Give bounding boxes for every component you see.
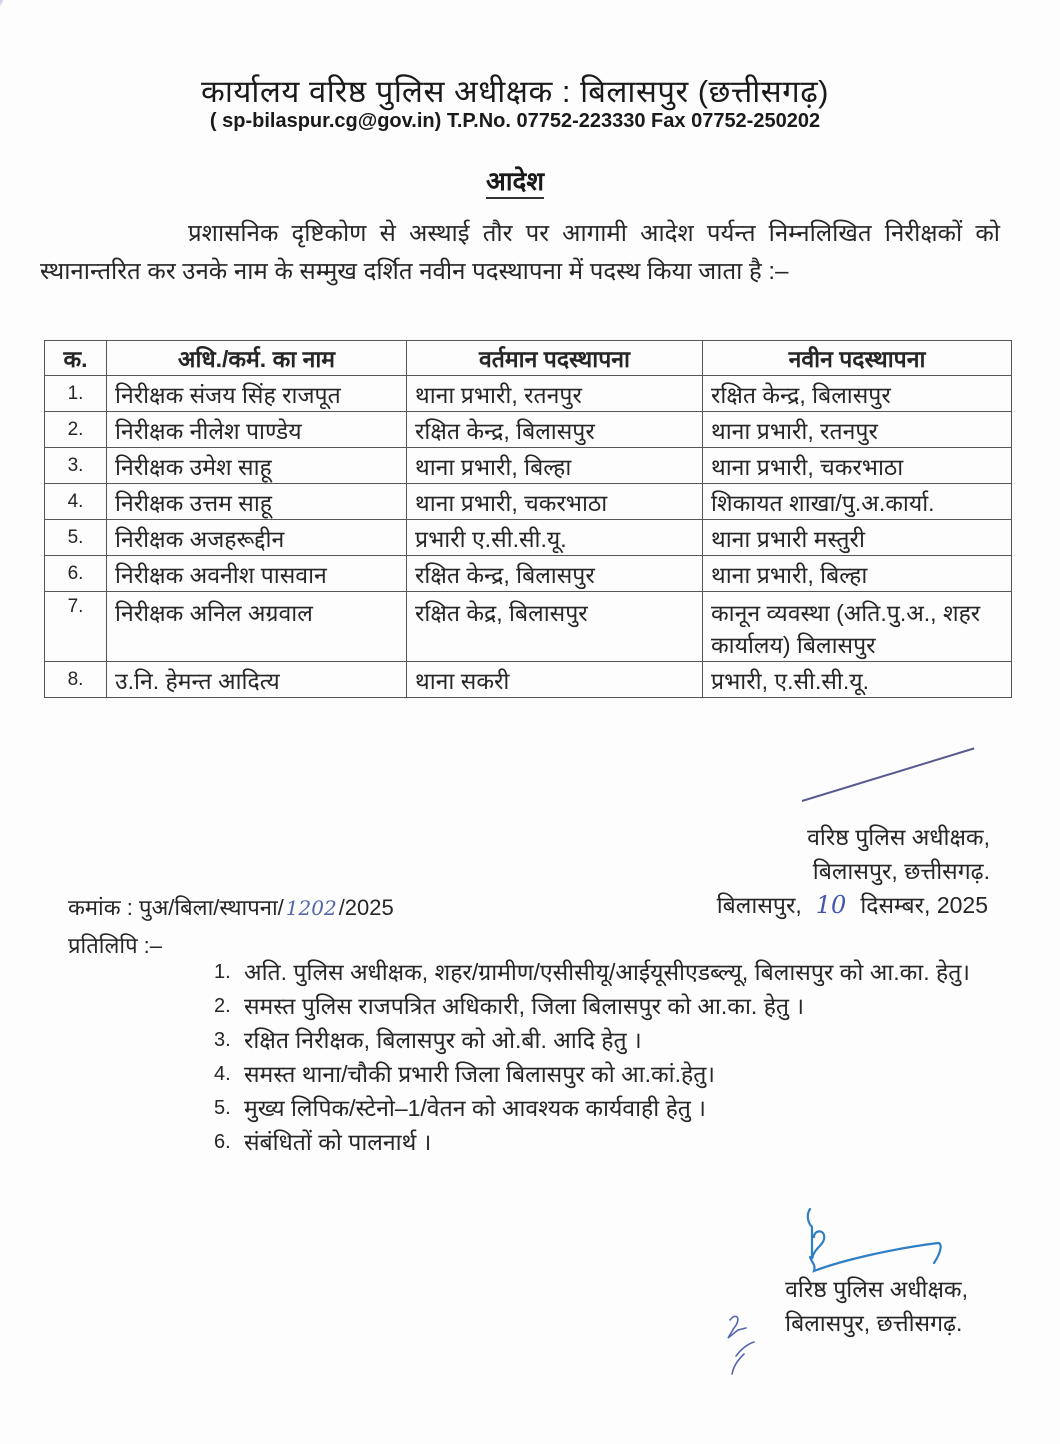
table-row [45, 662, 1012, 698]
initials-mark [724, 1308, 764, 1378]
table-row [45, 376, 1012, 412]
col-header-serial: क. [45, 341, 107, 376]
office-title: कार्यालय वरिष्ठ पुलिस अधीक्षक : बिलासपुर (छत्तीसगढ़) [201, 74, 829, 109]
order-heading [0, 162, 1030, 198]
table-row [45, 556, 1012, 592]
list-item-text: समस्त थाना/चौकी प्रभारी जिला बिलासपुर को आ.कां.हेतु। [244, 1061, 716, 1087]
row-new-posting: थाना प्रभारी मस्तुरी [703, 520, 1012, 556]
list-item-number: 4. [214, 1063, 231, 1085]
row-officer-name: निरीक्षक अवनीश पासवान [107, 556, 407, 592]
row-officer-name: निरीक्षक उत्तम साहू [107, 484, 407, 520]
table-row [45, 520, 1012, 556]
row-current-posting: थाना सकरी [407, 662, 703, 698]
list-item-number: 2. [214, 995, 231, 1017]
row-current-posting: थाना प्रभारी, चकरभाठा [407, 484, 703, 520]
row-serial: 2. [45, 412, 107, 448]
row-new-posting: प्रभारी, ए.सी.सी.यू. [703, 662, 1012, 698]
row-current-posting: थाना प्रभारी, रतनपुर [407, 376, 703, 412]
row-current-posting: रक्षित केन्द्र, बिलासपुर [407, 556, 703, 592]
transfer-table [44, 340, 1012, 698]
row-serial: 3. [45, 448, 107, 484]
signatory-location: बिलासपुर, छत्तीसगढ़. [785, 1310, 963, 1336]
list-item-number: 6. [214, 1131, 231, 1153]
table-row [45, 592, 1012, 662]
reference-prefix: कमांक : पुअ/बिला/स्थापना/ [68, 895, 284, 920]
table-header-row [45, 341, 1012, 376]
row-new-posting: थाना प्रभारी, चकरभाठा [703, 448, 1012, 484]
row-new-posting: कानून व्यवस्था (अति.पु.अ., शहर कार्यालय) बिलासपुर [703, 592, 1012, 662]
row-serial: 6. [45, 556, 107, 592]
list-item [214, 955, 1004, 989]
signatory-block-top [807, 820, 990, 888]
row-officer-name: उ.नि. हेमन्त आदित्य [107, 662, 407, 698]
list-item-number: 1. [214, 961, 231, 983]
row-officer-name: निरीक्षक अजहरूद्दीन [107, 520, 407, 556]
list-item-number: 5. [214, 1097, 231, 1119]
row-current-posting: रक्षित केन्द्र, बिलासपुर [407, 412, 703, 448]
col-header-new-posting: नवीन पदस्थापना [703, 341, 1012, 376]
office-contact: ( sp-bilaspur.cg@gov.in) T.P.No. 07752-223330 Fax 07752-250202 [209, 110, 821, 132]
list-item-text: अति. पुलिस अधीक्षक, शहर/ग्रामीण/एसीसीयू/आईयूसीएडब्ल्यू, बिलासपुर को आ.का. हेतु। [244, 959, 971, 985]
row-current-posting: प्रभारी ए.सी.सी.यू. [407, 520, 703, 556]
row-current-posting: थाना प्रभारी, बिल्हा [407, 448, 703, 484]
signatory-location: बिलासपुर, छत्तीसगढ़. [812, 858, 990, 884]
reference-number [68, 892, 394, 922]
list-item-number: 3. [214, 1029, 231, 1051]
list-item [214, 1023, 1004, 1057]
row-serial: 5. [45, 520, 107, 556]
order-date [717, 888, 988, 920]
row-new-posting: थाना प्रभारी, रतनपुर [703, 412, 1012, 448]
reference-suffix: /2025 [338, 895, 394, 920]
date-month-year: दिसम्बर, 2025 [860, 892, 988, 918]
signatory-block-bottom [785, 1272, 968, 1340]
table-row [45, 484, 1012, 520]
list-item-text: मुख्य लिपिक/स्टेनो–1/वेतन को आवश्यक कार्यवाही हेतु । [244, 1095, 707, 1121]
list-item [214, 989, 1004, 1023]
order-heading-text: आदेश [486, 166, 544, 199]
scan-edge-mark [0, 0, 6, 74]
copy-to-label: प्रतिलिपि :– [68, 933, 163, 958]
table-row [45, 448, 1012, 484]
reference-handwritten-number: 1202 [285, 896, 337, 920]
row-serial: 4. [45, 484, 107, 520]
table-row [45, 412, 1012, 448]
row-serial: 1. [45, 376, 107, 412]
date-place: बिलासपुर, [716, 892, 802, 918]
signatory-designation: वरिष्ठ पुलिस अधीक्षक, [807, 824, 990, 850]
copy-to-list [214, 955, 1004, 1159]
date-handwritten-day: 10 [815, 891, 847, 919]
list-item [214, 1057, 1004, 1091]
row-serial: 7. [45, 592, 107, 662]
row-current-posting: रक्षित केद्र, बिलासपुर [407, 592, 703, 662]
list-item-text: रक्षित निरीक्षक, बिलासपुर को ओ.बी. आदि हेतु । [244, 1027, 642, 1053]
row-new-posting: शिकायत शाखा/पु.अ.कार्या. [703, 484, 1012, 520]
list-item-text: संबंधितों को पालनार्थ । [244, 1129, 432, 1155]
row-new-posting: रक्षित केन्द्र, बिलासपुर [703, 376, 1012, 412]
list-item [214, 1125, 1004, 1159]
order-paragraph: प्रशासनिक दृष्टिकोण से अस्थाई तौर पर आगामी आदेश पर्यन्त निम्नलिखित निरीक्षकों को स्थानान्तरित कर उनके नाम के सम्मुख दर्शित नवीन पदस्थापना में पदस्थ किया जाता है :– [40, 220, 1000, 285]
list-item-text: समस्त पुलिस राजपत्रित अधिकारी, जिला बिलासपुर को आ.का. हेतु । [244, 993, 805, 1019]
signature-stroke-top [802, 747, 975, 802]
row-serial: 8. [45, 662, 107, 698]
col-header-current-posting: वर्तमान पदस्थापना [407, 341, 703, 376]
row-officer-name: निरीक्षक उमेश साहू [107, 448, 407, 484]
row-officer-name: निरीक्षक अनिल अग्रवाल [107, 592, 407, 662]
signatory-designation: वरिष्ठ पुलिस अधीक्षक, [785, 1276, 968, 1302]
col-header-name: अधि./कर्म. का नाम [107, 341, 407, 376]
row-officer-name: निरीक्षक संजय सिंह राजपूत [107, 376, 407, 412]
list-item [214, 1091, 1004, 1125]
row-officer-name: निरीक्षक नीलेश पाण्डेय [107, 412, 407, 448]
row-new-posting: थाना प्रभारी, बिल्हा [703, 556, 1012, 592]
